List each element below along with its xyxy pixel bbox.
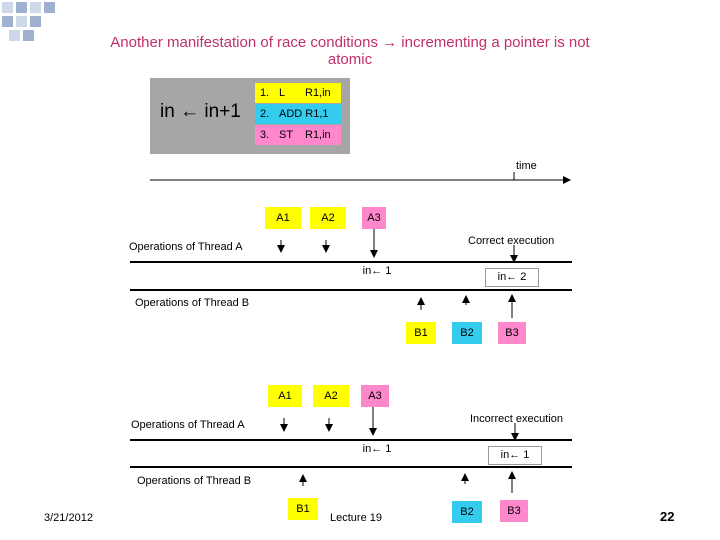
op-b3: B3 (500, 500, 528, 522)
execution-heading: Incorrect execution (470, 413, 563, 425)
execution-heading: Correct execution (468, 235, 555, 247)
instruction-op: ADD R1,1 (279, 108, 329, 120)
op-a2: A2 (310, 207, 346, 229)
op-a1: A1 (268, 385, 302, 407)
op-a3: A3 (361, 385, 389, 407)
op-b1: B1 (406, 322, 436, 344)
op-a3: A3 (362, 207, 386, 229)
op-b1: B1 (288, 498, 318, 520)
increment-expression: in ← in+1 (160, 101, 241, 122)
page-number: 22 (660, 509, 675, 524)
result-label: in← 2 (485, 268, 539, 287)
op-b2: B2 (452, 322, 482, 344)
op-a2: A2 (313, 385, 349, 407)
thread-b-label: Operations of Thread B (135, 297, 250, 309)
footer-date: 3/21/2012 (44, 512, 93, 524)
thread-b-label: Operations of Thread B (137, 475, 252, 487)
instruction-number: 1. (260, 87, 270, 99)
instruction-args: R1,in (305, 87, 331, 99)
slide-title: Another manifestation of race conditions → incrementing a pointer is not atomic (110, 34, 590, 68)
op-a1: A1 (265, 207, 301, 229)
instruction-op: ST (279, 129, 294, 141)
result-label: in← 1 (351, 441, 403, 458)
op-b3: B3 (498, 322, 526, 344)
thread-a-label: Operations of Thread A (131, 419, 245, 431)
instruction-number: 2. (260, 108, 270, 120)
thread-a-label: Operations of Thread A (129, 241, 243, 253)
instruction-op: L (279, 87, 286, 99)
instruction-args: R1,in (305, 129, 331, 141)
time-label: time (516, 160, 537, 172)
footer-lecture: Lecture 19 (330, 512, 382, 524)
result-label: in← 1 (488, 446, 542, 465)
result-label: in← 1 (351, 263, 403, 280)
op-b2: B2 (452, 501, 482, 523)
instruction-number: 3. (260, 129, 270, 141)
